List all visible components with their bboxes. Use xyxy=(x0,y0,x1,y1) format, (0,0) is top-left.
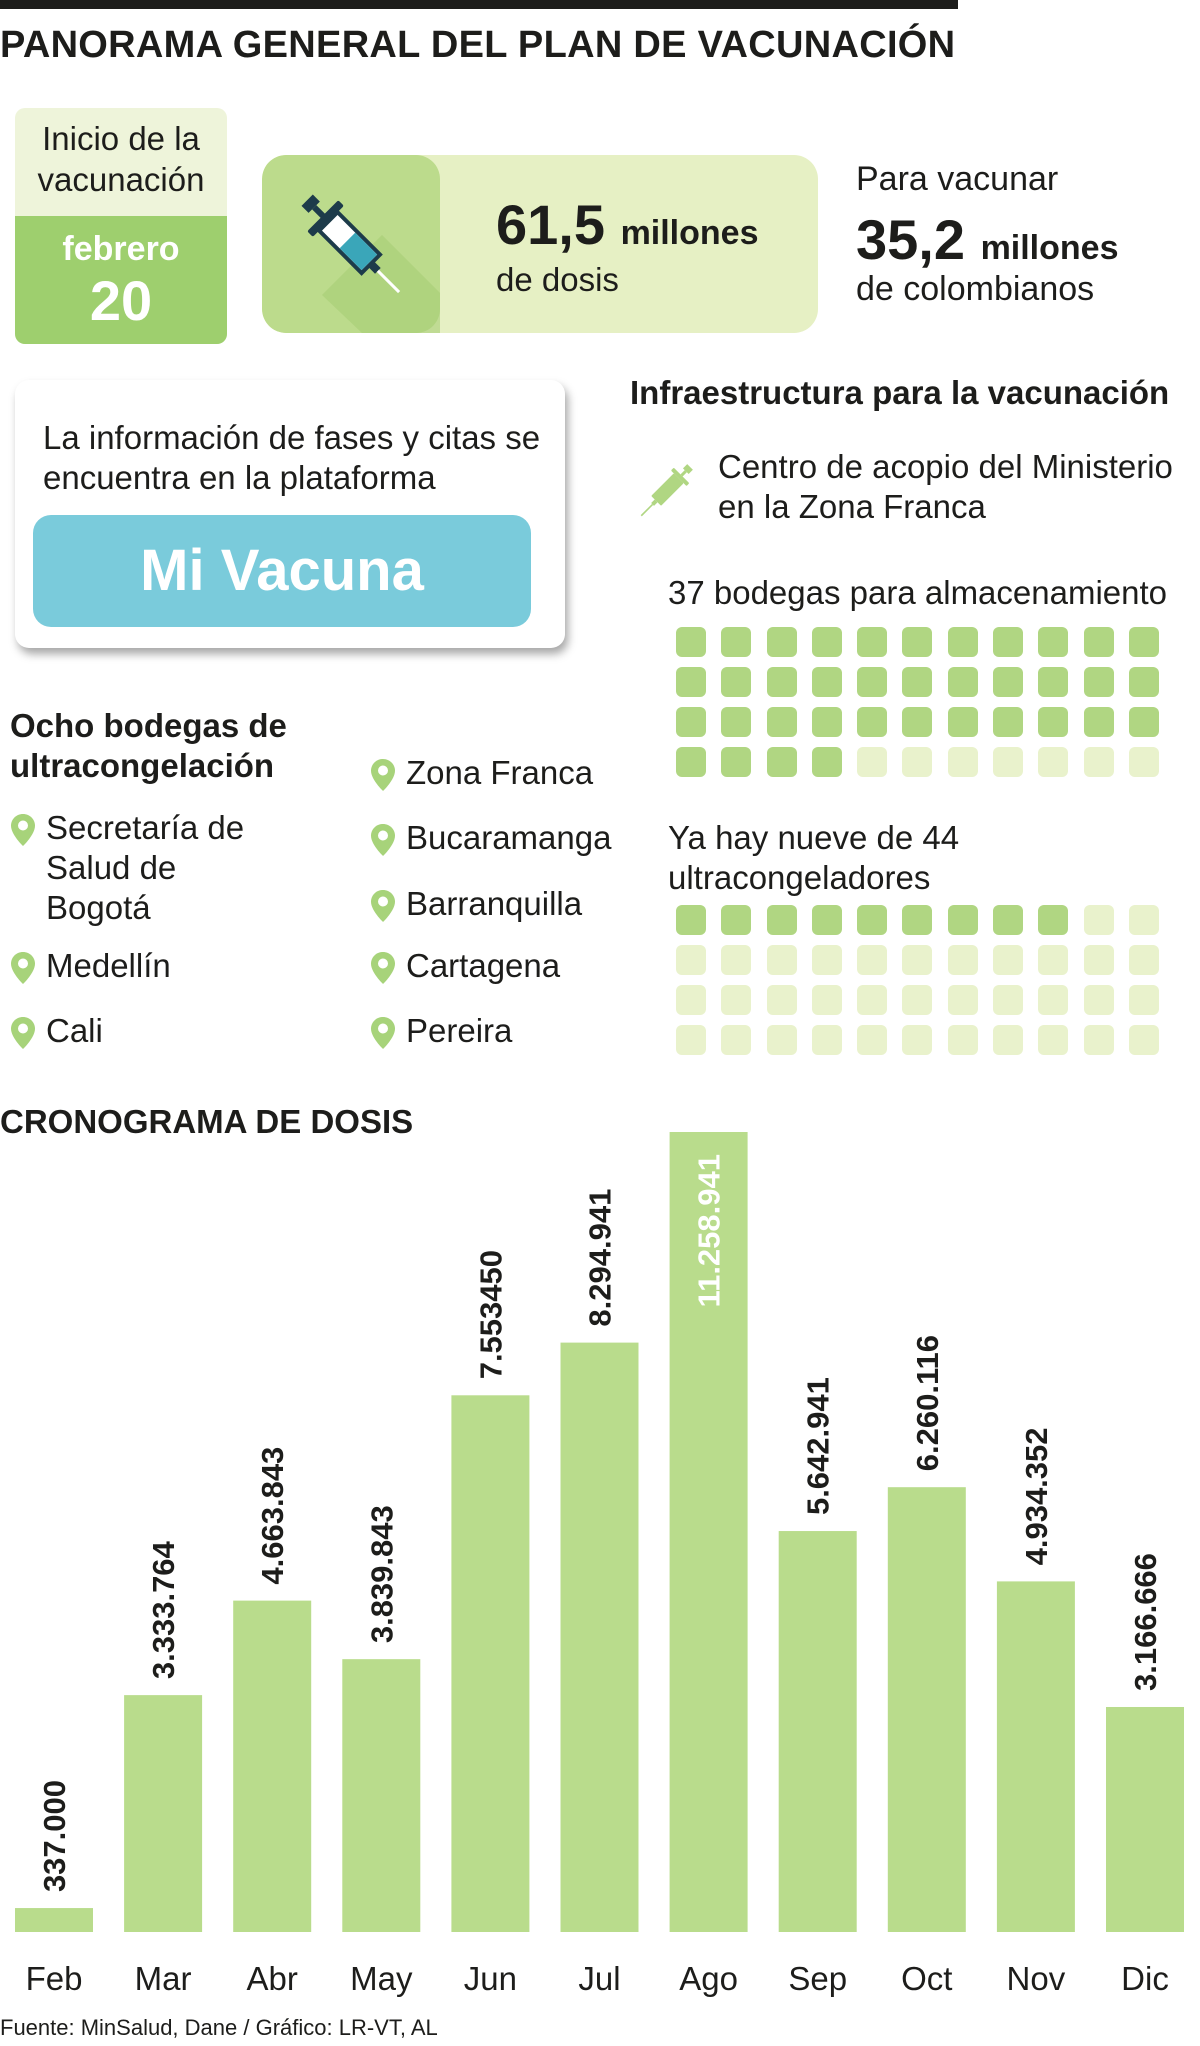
bar-value-label: 11.258.941 xyxy=(691,1154,727,1308)
x-tick-label: Feb xyxy=(25,1960,83,1997)
freezer-square-empty xyxy=(1038,1025,1068,1055)
bodega-square-empty xyxy=(1129,747,1159,777)
freezer-square-filled xyxy=(993,905,1023,935)
freezer-square-empty xyxy=(676,1025,706,1055)
freezer-square-empty xyxy=(902,985,932,1015)
freezer-square-filled xyxy=(676,905,706,935)
bodegas-grid xyxy=(676,627,1159,777)
bodega-square-empty xyxy=(993,747,1023,777)
bodega-square-filled xyxy=(676,707,706,737)
bodega-square-empty xyxy=(948,747,978,777)
freezer-square-filled xyxy=(721,905,751,935)
x-tick-label: May xyxy=(350,1960,413,1997)
bodega-square-empty xyxy=(902,747,932,777)
freezer-square-empty xyxy=(1084,1025,1114,1055)
location-pin-icon xyxy=(370,758,396,792)
freezer-square-filled xyxy=(902,905,932,935)
bodegas-label: 37 bodegas para almacenamiento xyxy=(668,574,1168,611)
bodega-square-filled xyxy=(993,707,1023,737)
freezer-square-empty xyxy=(1129,985,1159,1015)
doses-number: 61,5 xyxy=(496,193,605,256)
freezer-square-empty xyxy=(857,1025,887,1055)
ultra-freezers-label: Ya hay nueve de 44 ultracongeladores xyxy=(668,819,960,896)
bodega-square-filled xyxy=(1038,667,1068,697)
bar-value-label: 3.839.843 xyxy=(364,1505,400,1644)
bar-mar xyxy=(124,1695,202,1932)
bodega-square-filled xyxy=(676,747,706,777)
freezer-square-empty xyxy=(993,985,1023,1015)
bodega-square-filled xyxy=(1038,707,1068,737)
start-day: 20 xyxy=(89,269,153,332)
bodega-square-filled xyxy=(721,667,751,697)
syringe-small-icon xyxy=(630,455,702,527)
doses-value xyxy=(496,193,759,256)
freezer-square-empty xyxy=(1038,945,1068,975)
target-unit: millones xyxy=(980,229,1119,267)
bodega-square-filled xyxy=(676,667,706,697)
start-month: febrero xyxy=(62,230,180,268)
freezer-square-filled xyxy=(857,905,887,935)
source-note: Fuente: MinSalud, Dane / Gráfico: LR-VT, AL xyxy=(0,2015,438,2040)
bar-oct xyxy=(888,1487,966,1932)
x-tick-label: Jul xyxy=(578,1960,621,1997)
start-date-block xyxy=(15,216,227,344)
freezer-square-empty xyxy=(1129,905,1159,935)
location-pin-icon xyxy=(370,1016,396,1050)
infra-title: Infraestructura para la vacunación xyxy=(630,374,1170,411)
target-prefix: Para vacunar xyxy=(856,160,1059,198)
location-pin-icon xyxy=(370,951,396,985)
bodega-square-filled xyxy=(767,747,797,777)
location-name: Barranquilla xyxy=(406,885,583,922)
location-item xyxy=(10,946,171,986)
location-item xyxy=(370,1011,512,1051)
syringe-icon xyxy=(262,155,440,333)
freezer-square-empty xyxy=(857,945,887,975)
freezer-square-empty xyxy=(767,1025,797,1055)
bodega-square-filled xyxy=(767,667,797,697)
location-item xyxy=(370,946,560,986)
freezer-square-empty xyxy=(767,985,797,1015)
top-rule xyxy=(0,0,958,9)
bar-value-label: 337.000 xyxy=(37,1779,72,1893)
freezer-square-empty xyxy=(812,985,842,1015)
bar-sep xyxy=(779,1531,857,1932)
dose-schedule-chart xyxy=(0,1120,1200,2000)
info-card xyxy=(15,380,565,648)
bar-value-label: 3.333.764 xyxy=(146,1541,182,1680)
bodega-square-empty xyxy=(1084,747,1114,777)
freezer-square-empty xyxy=(1084,905,1114,935)
bodega-square-filled xyxy=(902,707,932,737)
bodega-square-filled xyxy=(1129,707,1159,737)
bodega-square-filled xyxy=(1129,627,1159,657)
target-number: 35,2 xyxy=(856,208,965,271)
bodega-square-filled xyxy=(1129,667,1159,697)
bodega-square-filled xyxy=(721,627,751,657)
freezer-square-empty xyxy=(948,945,978,975)
bodega-square-empty xyxy=(1038,747,1068,777)
start-label: Inicio de la vacunación xyxy=(37,120,205,198)
freezer-square-empty xyxy=(721,945,751,975)
bodega-square-filled xyxy=(812,667,842,697)
doses-icon-tile xyxy=(262,155,440,333)
freezer-square-filled xyxy=(1038,905,1068,935)
freezer-square-empty xyxy=(948,1025,978,1055)
location-name: Cali xyxy=(46,1012,103,1049)
freezer-square-empty xyxy=(1129,1025,1159,1055)
location-name: Bucaramanga xyxy=(406,819,612,856)
mi-vacuna-button[interactable]: Mi Vacuna xyxy=(33,515,531,627)
x-tick-label: Oct xyxy=(901,1960,953,1997)
bodega-square-filled xyxy=(993,627,1023,657)
location-item xyxy=(370,884,582,924)
location-name: Medellín xyxy=(46,947,171,984)
bodega-square-filled xyxy=(721,707,751,737)
bodega-square-filled xyxy=(948,707,978,737)
x-tick-label: Ago xyxy=(679,1960,738,1997)
bar-jun xyxy=(451,1395,529,1932)
page-title: PANORAMA GENERAL DEL PLAN DE VACUNACIÓN xyxy=(0,24,956,66)
location-pin-icon xyxy=(10,1016,36,1050)
location-pin-icon xyxy=(370,889,396,923)
bodega-square-filled xyxy=(1084,667,1114,697)
location-name: Secretaría de Salud de Bogotá xyxy=(46,809,245,926)
bodega-square-filled xyxy=(1084,627,1114,657)
location-name: Zona Franca xyxy=(406,754,594,791)
location-item xyxy=(10,1011,103,1051)
bodega-square-filled xyxy=(812,627,842,657)
location-pin-icon xyxy=(10,813,36,847)
location-pin-icon xyxy=(10,951,36,985)
freezer-square-filled xyxy=(948,905,978,935)
freezer-square-empty xyxy=(676,945,706,975)
bar-nov xyxy=(997,1581,1075,1932)
target-value xyxy=(856,208,1119,271)
freezer-square-empty xyxy=(902,1025,932,1055)
bar-value-label: 8.294.941 xyxy=(582,1188,618,1327)
bodega-square-filled xyxy=(902,627,932,657)
bar-abr xyxy=(233,1601,311,1932)
freezer-square-empty xyxy=(993,945,1023,975)
x-tick-label: Mar xyxy=(134,1960,192,1997)
bodega-square-filled xyxy=(857,667,887,697)
bodega-square-filled xyxy=(767,707,797,737)
ultra-bodegas-heading: Ocho bodegas de ultracongelación xyxy=(10,707,287,784)
freezer-square-empty xyxy=(721,1025,751,1055)
freezer-square-empty xyxy=(993,1025,1023,1055)
chart-title: CRONOGRAMA DE DOSIS xyxy=(0,1103,414,1140)
start-date-card xyxy=(15,108,227,344)
x-tick-label: Jun xyxy=(463,1960,518,1997)
bar-value-label: 6.260.116 xyxy=(909,1334,945,1472)
bodega-square-filled xyxy=(721,747,751,777)
freezer-square-empty xyxy=(812,1025,842,1055)
x-tick-label: Nov xyxy=(1006,1960,1066,1997)
freezer-square-empty xyxy=(676,985,706,1015)
bodega-square-filled xyxy=(857,627,887,657)
infra-center: Centro de acopio del Ministerio en la Zona Franca xyxy=(718,448,1173,525)
location-item xyxy=(370,753,593,793)
freezer-square-empty xyxy=(1084,985,1114,1015)
bodega-square-filled xyxy=(948,627,978,657)
bodega-square-filled xyxy=(857,707,887,737)
x-tick-label: Dic xyxy=(1121,1960,1169,1997)
bar-value-label: 5.642.941 xyxy=(800,1377,836,1516)
bodega-square-filled xyxy=(993,667,1023,697)
location-name: Pereira xyxy=(406,1012,513,1049)
bodega-square-filled xyxy=(902,667,932,697)
bar-value-label: 7.553450 xyxy=(473,1249,509,1380)
location-pin-icon xyxy=(370,823,396,857)
bodega-square-filled xyxy=(948,667,978,697)
bodega-square-filled xyxy=(1038,627,1068,657)
freezer-square-filled xyxy=(767,905,797,935)
bodega-square-filled xyxy=(1084,707,1114,737)
x-tick-label: Sep xyxy=(788,1960,848,1997)
doses-card xyxy=(262,155,818,333)
freezer-square-empty xyxy=(857,985,887,1015)
freezer-square-empty xyxy=(767,945,797,975)
bar-value-label: 4.934.352 xyxy=(1018,1427,1054,1566)
bodega-square-filled xyxy=(767,627,797,657)
bar-value-label: 4.663.843 xyxy=(255,1446,291,1585)
location-item xyxy=(370,818,611,858)
bar-jul xyxy=(561,1343,639,1932)
freezer-square-empty xyxy=(812,945,842,975)
freezer-square-empty xyxy=(1084,945,1114,975)
bar-value-label: 3.166.666 xyxy=(1128,1553,1163,1691)
bodega-square-filled xyxy=(812,707,842,737)
info-text: La información de fases y citas se encuentra en la plataforma xyxy=(43,419,541,496)
freezer-square-filled xyxy=(812,905,842,935)
doses-unit: millones xyxy=(620,214,759,252)
target-suffix: de colombianos xyxy=(856,270,1095,308)
bodega-square-filled xyxy=(676,627,706,657)
freezer-square-empty xyxy=(721,985,751,1015)
bar-dic xyxy=(1106,1707,1184,1932)
bodega-square-empty xyxy=(857,747,887,777)
freezer-square-empty xyxy=(902,945,932,975)
bar-may xyxy=(342,1659,420,1932)
location-name: Cartagena xyxy=(406,947,561,984)
doses-subtitle: de dosis xyxy=(496,261,619,298)
bar-feb xyxy=(15,1908,93,1932)
bodega-square-filled xyxy=(812,747,842,777)
ultra-freezers-grid xyxy=(676,905,1159,1055)
x-tick-label: Abr xyxy=(246,1960,298,1997)
freezer-square-empty xyxy=(948,985,978,1015)
location-item xyxy=(10,808,340,928)
freezer-square-empty xyxy=(1129,945,1159,975)
freezer-square-empty xyxy=(1038,985,1068,1015)
